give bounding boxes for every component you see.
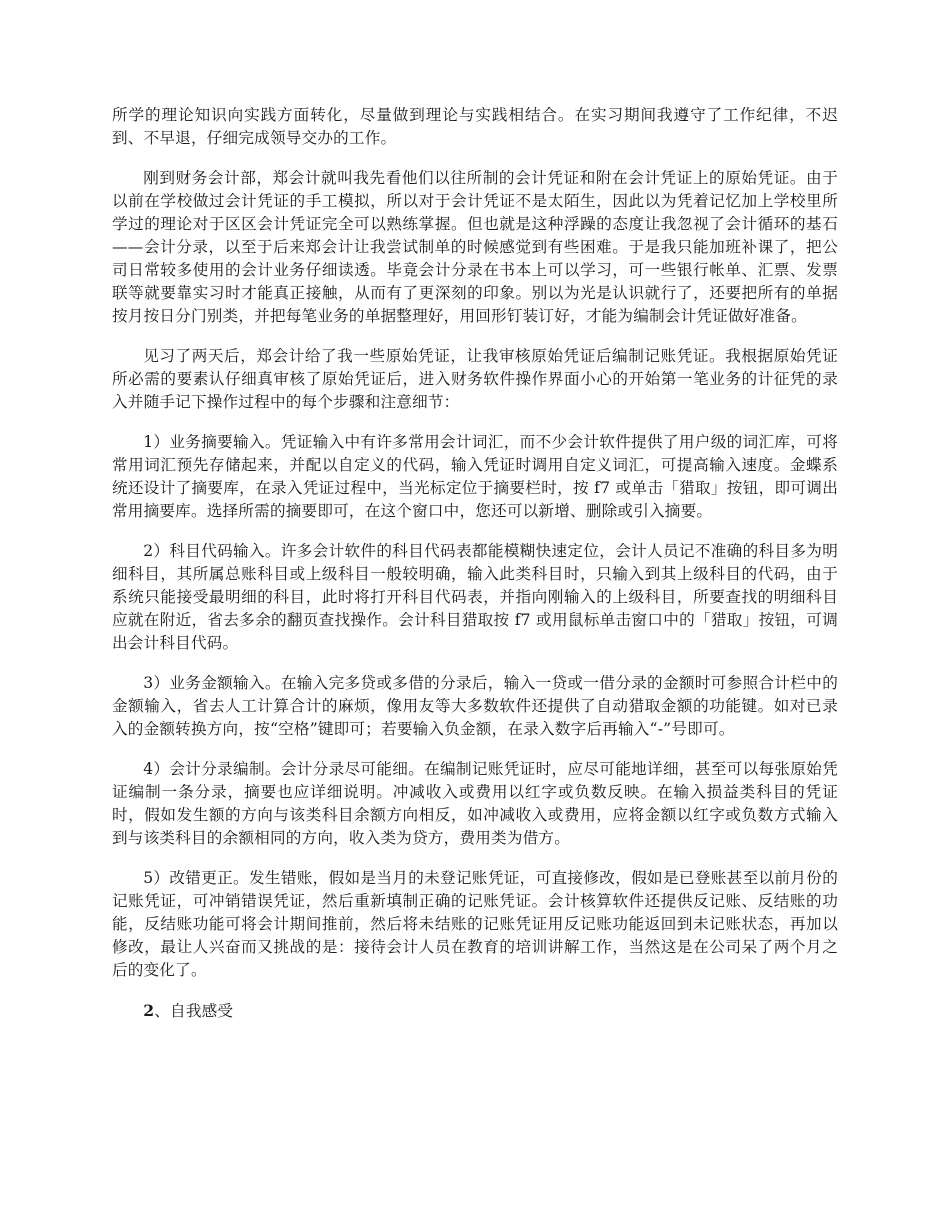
section-heading [112,999,838,1023]
paragraph-step-summary: 1）业务摘要输入。凭证输入中有许多常用会计词汇，而不少会计软件提供了用户级的词汇库，可将常用词汇预先存储起来，并配以自定义的代码，输入凭证时调用自定义词汇，可提高输入速度。金蝶系统还设计了摘要库，在录入凭证过程中，当光标定位于摘要栏时，按 f7 或单击「猎取」按钮，即可调出常用摘要库。选择所需的摘要即可，在这个窗口中，您还可以新增、删除或引入摘要。 [112,433,838,520]
paragraph-step-entry: 4）会计分录编制。会计分录尽可能细。在编制记账凭证时，应尽可能地详细，甚至可以每张原始凭证编制一条分录，摘要也应详细说明。冲减收入或费用以红字或负数反映。在输入损益类科目的凭证时，假如发生额的方向与该类科目余额方向相反，如冲减收入或费用，应将金额以红字或负数方式输入到与该类科目的余额相同的方向，收入类为贷方，费用类为借方。 [112,760,838,847]
paragraph-intro: 所学的理论知识向实践方面转化，尽量做到理论与实践相结合。在实习期间我遵守了工作纪律，不迟到、不早退，仔细完成领导交办的工作。 [112,106,838,147]
section-heading-text: 、自我感受 [154,1002,234,1020]
section-heading-number: 2 [143,1001,155,1020]
paragraph-step-account-code: 2）科目代码输入。许多会计软件的科目代码表都能模糊快速定位，会计人员记不准确的科目多为明细科目，其所属总账科目或上级科目一般较明确，输入此类科目时，只输入到其上级科目的代码，由于系统只能接受最明细的科目，此时将打开科目代码表，并指向刚输入的上级科目，所要查找的明细科目应就在附近，省去多余的翻页查找操作。会计科目猎取按 f7 或用鼠标单击窗口中的「猎取」按钮，可调出会计科目代码。 [112,542,838,652]
document-page [112,104,838,1023]
paragraph-step-correction: 5）改错更正。发生错账，假如是当月的未登记账凭证，可直接修改，假如是已登账甚至以前月份的记账凭证，可冲销错误凭证，然后重新填制正确的记账凭证。会计核算软件还提供反记账、反结账的功能，反结账功能可将会计期间推前，然后将未结账的记账凭证用反记账功能返回到未记账状态，再加以修改，最让人兴奋而又挑战的是：接待会计人员在教育的培训讲解工作，当然这是在公司呆了两个月之后的变化了。 [112,869,838,979]
paragraph-first-days: 刚到财务会计部，郑会计就叫我先看他们以往所制的会计凭证和附在会计凭证上的原始凭证。由于以前在学校做过会计凭证的手工模拟，所以对于会计凭证不是太陌生，因此以为凭着记忆加上学校里所学过的理论对于区区会计凭证完全可以熟练掌握。但也就是这种浮躁的态度让我忽视了会计循环的基石——会计分录，以至于后来郑会计让我尝试制单的时候感觉到有些困难。于是我只能加班补课了，把公司日常较多使用的会计业务仔细读透。毕竟会计分录在书本上可以学习，可一些银行帐单、汇票、发票联等就要靠实习时才能真正接触，从而有了更深刻的印象。别以为光是认识就行了，还要把所有的单据按月按日分门别类，并把每笔业务的单据整理好，用回形钉装订好，才能为编制会计凭证做好准备。 [112,169,838,325]
paragraph-voucher-entry: 见习了两天后，郑会计给了我一些原始凭证，让我审核原始凭证后编制记账凭证。我根据原始凭证所必需的要素认仔细真审核了原始凭证后，进入财务软件操作界面小心的开始第一笔业务的计征凭的录入并随手记下操作过程中的每个步骤和注意细节： [112,347,838,411]
paragraph-step-amount: 3）业务金额输入。在输入完多贷或多借的分录后，输入一贷或一借分录的金额时可参照合计栏中的金额输入，省去人工计算合计的麻烦，像用友等大多数软件还提供了自动猎取金额的功能键。如对已录入的金额转换方向，按“空格”键即可；若要输入负金额，在录入数字后再输入“-”号即可。 [112,674,838,738]
